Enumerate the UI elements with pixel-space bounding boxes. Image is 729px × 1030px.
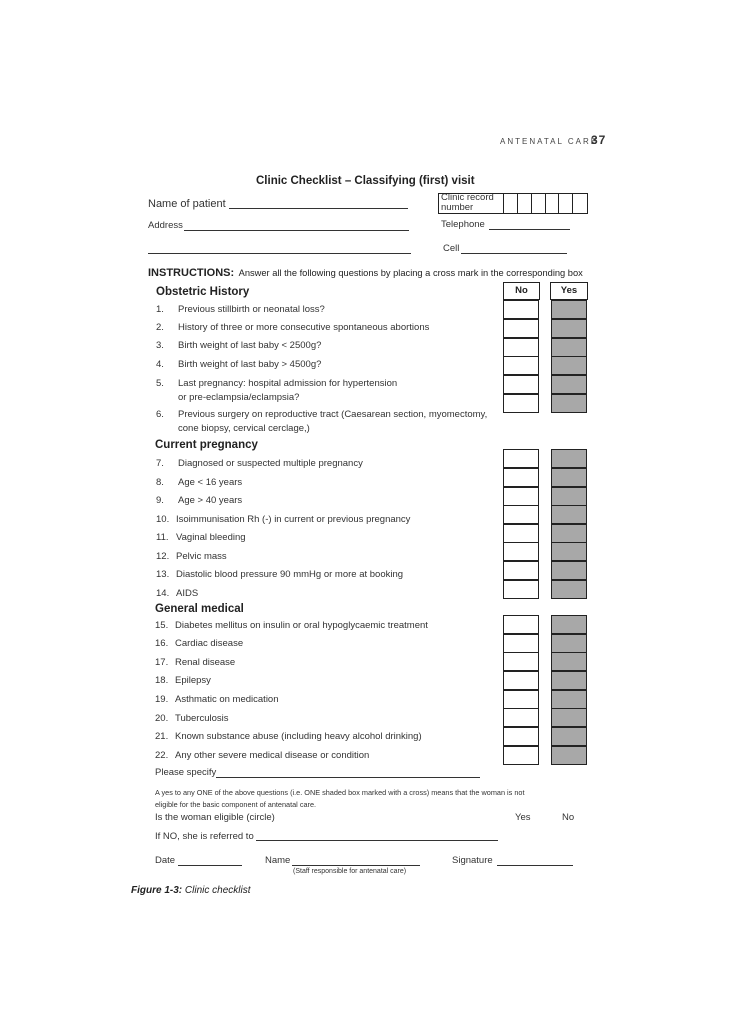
checkbox-yes-5[interactable]: [551, 375, 587, 394]
checkbox-no-18[interactable]: [503, 671, 539, 690]
checkbox-yes-3[interactable]: [551, 338, 587, 357]
checkbox-no-11[interactable]: [503, 524, 539, 543]
question-4: 4. Birth weight of last baby > 4500g?: [156, 359, 322, 370]
clinic-record-label-line2: number: [441, 202, 474, 213]
checkbox-no-3[interactable]: [503, 338, 539, 357]
checkbox-yes-12[interactable]: [551, 542, 587, 561]
instructions-heading: INSTRUCTIONS:: [148, 267, 235, 279]
checkbox-yes-22[interactable]: [551, 746, 587, 765]
question-16: 16. Cardiac disease: [155, 638, 244, 649]
checkbox-no-22[interactable]: [503, 746, 539, 765]
name-of-patient-label: Name of patient: [148, 198, 226, 210]
question-12: 12. Pelvic mass: [156, 551, 227, 562]
question-10: 10. Isoimmunisation Rh (-) in current or previous pregnancy: [156, 514, 411, 525]
checkbox-yes-14[interactable]: [551, 580, 587, 599]
telephone-label: Telephone: [441, 219, 485, 230]
checkbox-no-20[interactable]: [503, 708, 539, 727]
question-21: 21. Known substance abuse (including heavy alcohol drinking): [155, 731, 422, 742]
please-specify-label: Please specify: [155, 767, 217, 778]
question-1: 1. Previous stillbirth or neonatal loss?: [156, 304, 325, 315]
figure-caption-label: Figure 1-3:: [131, 885, 183, 896]
question-20: 20. Tuberculosis: [155, 713, 229, 724]
please-specify-line[interactable]: [216, 777, 480, 778]
checkbox-yes-19[interactable]: [551, 690, 587, 709]
checkbox-no-17[interactable]: [503, 652, 539, 671]
checkbox-yes-13[interactable]: [551, 561, 587, 580]
checkbox-yes-9[interactable]: [551, 487, 587, 506]
clinic-record-label-line1: Clinic record: [441, 192, 494, 203]
date-line[interactable]: [178, 865, 242, 866]
checkbox-no-21[interactable]: [503, 727, 539, 746]
checkbox-yes-11[interactable]: [551, 524, 587, 543]
checkbox-yes-16[interactable]: [551, 634, 587, 653]
checkbox-no-16[interactable]: [503, 634, 539, 653]
instructions: [148, 263, 583, 281]
signature-line[interactable]: [497, 865, 573, 866]
checkbox-no-14[interactable]: [503, 580, 539, 599]
checkbox-yes-2[interactable]: [551, 319, 587, 338]
address-label: Address: [148, 220, 183, 231]
checkbox-no-7[interactable]: [503, 449, 539, 468]
checkbox-no-2[interactable]: [503, 319, 539, 338]
checkbox-yes-20[interactable]: [551, 708, 587, 727]
checkbox-no-10[interactable]: [503, 505, 539, 524]
question-17: 17. Renal disease: [155, 657, 236, 668]
checkbox-yes-21[interactable]: [551, 727, 587, 746]
form-title: Clinic Checklist – Classifying (first) visit: [256, 175, 475, 187]
column-header-yes: Yes: [550, 282, 588, 300]
question-11: 11. Vaginal bleeding: [156, 532, 246, 543]
address-line-1[interactable]: [184, 230, 409, 231]
question-7: 7. Diagnosed or suspected multiple pregnancy: [156, 458, 363, 469]
eligibility-note-line2: eligible for the basic component of antenatal care.: [155, 800, 317, 809]
cell-line[interactable]: [461, 253, 567, 254]
checkbox-no-15[interactable]: [503, 615, 539, 634]
checkbox-yes-7[interactable]: [551, 449, 587, 468]
question-6: 6. Previous surgery on reproductive tract (Caesarean section, myomectomy, cone biopsy, cervical cerclage,): [156, 409, 488, 434]
question-14: 14. AIDS: [156, 588, 199, 599]
eligibility-question: Is the woman eligible (circle): [155, 812, 275, 823]
section-current-pregnancy: Current pregnancy: [155, 439, 258, 451]
clinic-record-number-grid[interactable]: [438, 193, 588, 214]
checkbox-yes-4[interactable]: [551, 356, 587, 375]
eligible-no-option[interactable]: No: [562, 812, 575, 823]
section-obstetric-history: Obstetric History: [156, 286, 250, 298]
checkbox-yes-6[interactable]: [551, 394, 587, 413]
column-header-no: No: [503, 282, 540, 300]
referral-line[interactable]: [256, 840, 498, 841]
figure-caption: [131, 885, 250, 896]
question-19: 19. Asthmatic on medication: [155, 694, 279, 705]
figure-caption-text: Clinic checklist: [184, 885, 251, 896]
checkbox-yes-17[interactable]: [551, 652, 587, 671]
staff-note: (Staff responsible for antenatal care): [293, 868, 407, 875]
checkbox-no-12[interactable]: [503, 542, 539, 561]
checkbox-no-4[interactable]: [503, 356, 539, 375]
checkbox-no-13[interactable]: [503, 561, 539, 580]
question-2: 2. History of three or more consecutive spontaneous abortions: [156, 322, 430, 333]
checkbox-yes-15[interactable]: [551, 615, 587, 634]
section-general-medical: General medical: [155, 603, 244, 615]
eligibility-note-line1: A yes to any ONE of the above questions (i.e. ONE shaded box marked with a cross) means that the woman is not: [155, 788, 525, 797]
question-3: 3. Birth weight of last baby < 2500g?: [156, 340, 322, 351]
question-22: 22. Any other severe medical disease or condition: [155, 750, 370, 761]
checkbox-no-5[interactable]: [503, 375, 539, 394]
question-9: 9. Age > 40 years: [156, 495, 243, 506]
eligibility-note: [155, 787, 525, 811]
page-number: 37: [591, 133, 607, 147]
question-15: 15. Diabetes mellitus on insulin or oral hypoglycaemic treatment: [155, 620, 428, 631]
staff-name-line[interactable]: [292, 865, 420, 866]
question-13: 13. Diastolic blood pressure 90 mmHg or more at booking: [156, 569, 404, 580]
checkbox-no-19[interactable]: [503, 690, 539, 709]
checkbox-no-8[interactable]: [503, 468, 539, 487]
instructions-text: Answer all the following questions by placing a cross mark in the corresponding box: [238, 268, 583, 278]
eligible-yes-option[interactable]: Yes: [515, 812, 531, 823]
date-label: Date: [155, 855, 176, 866]
checkbox-no-6[interactable]: [503, 394, 539, 413]
checkbox-yes-1[interactable]: [551, 300, 587, 319]
staff-name-label: Name: [265, 855, 291, 866]
running-header: ANTENATAL CARE: [500, 137, 599, 146]
address-line-2[interactable]: [148, 253, 411, 254]
checkbox-yes-18[interactable]: [551, 671, 587, 690]
question-8: 8. Age < 16 years: [156, 477, 243, 488]
checkbox-no-9[interactable]: [503, 487, 539, 506]
signature-label: Signature: [452, 855, 493, 866]
name-of-patient-line[interactable]: [229, 208, 408, 209]
question-18: 18. Epilepsy: [155, 675, 211, 686]
checkbox-no-1[interactable]: [503, 300, 539, 319]
checkbox-yes-10[interactable]: [551, 505, 587, 524]
referral-label: If NO, she is referred to: [155, 831, 254, 842]
telephone-line[interactable]: [489, 229, 570, 230]
question-5: 5. Last pregnancy: hospital admission for hypertension or pre-eclampsia/eclampsia?: [156, 378, 398, 403]
cell-label: Cell: [443, 243, 460, 254]
checkbox-yes-8[interactable]: [551, 468, 587, 487]
